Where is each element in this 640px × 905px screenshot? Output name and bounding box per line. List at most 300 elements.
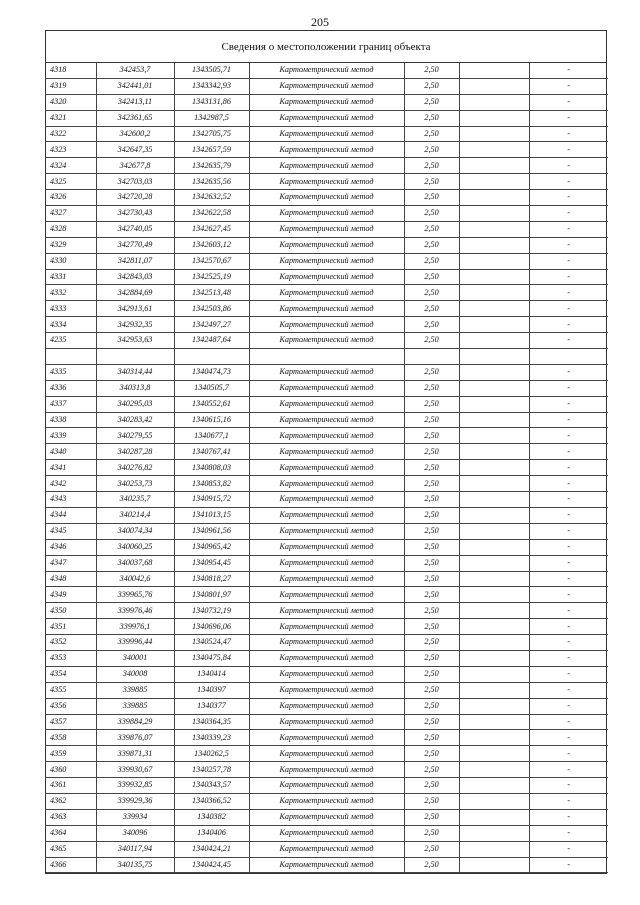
table-row: [46, 666, 608, 682]
point-number-cell: 4359: [46, 746, 96, 762]
table-row: [46, 698, 608, 714]
point-number-cell: 4355: [46, 682, 96, 698]
x-coordinate-cell: 340313,8: [96, 380, 174, 396]
y-coordinate-cell: 1342635,56: [174, 174, 249, 190]
method-cell: Картометрический метод: [249, 221, 404, 237]
mark-cell: -: [529, 857, 608, 873]
coordinates-table: [46, 63, 608, 873]
x-coordinate-cell: 342413,11: [96, 94, 174, 110]
x-coordinate-cell: 340214,4: [96, 507, 174, 523]
precision-cell: 2,50: [404, 809, 459, 825]
mark-cell: -: [529, 650, 608, 666]
mark-cell: -: [529, 809, 608, 825]
mark-cell: -: [529, 190, 608, 206]
table-row: [46, 762, 608, 778]
description-cell: [459, 412, 529, 428]
x-coordinate-cell: 340276,82: [96, 460, 174, 476]
description-cell: [459, 174, 529, 190]
description-cell: [459, 380, 529, 396]
method-cell: [249, 349, 404, 365]
point-number-cell: 4341: [46, 460, 96, 476]
x-coordinate-cell: 339929,36: [96, 793, 174, 809]
method-cell: Картометрический метод: [249, 492, 404, 508]
description-cell: [459, 285, 529, 301]
method-cell: Картометрический метод: [249, 428, 404, 444]
y-coordinate-cell: 1342525,19: [174, 269, 249, 285]
table-row-separator: [46, 349, 608, 365]
point-number-cell: 4362: [46, 793, 96, 809]
method-cell: Картометрический метод: [249, 253, 404, 269]
y-coordinate-cell: 1342487,64: [174, 333, 249, 349]
mark-cell: -: [529, 285, 608, 301]
precision-cell: 2,50: [404, 714, 459, 730]
point-number-cell: 4358: [46, 730, 96, 746]
method-cell: Картометрический метод: [249, 206, 404, 222]
point-number-cell: 4327: [46, 206, 96, 222]
method-cell: Картометрический метод: [249, 809, 404, 825]
table-row: [46, 174, 608, 190]
point-number-cell: 4340: [46, 444, 96, 460]
method-cell: Картометрический метод: [249, 555, 404, 571]
table-row: [46, 539, 608, 555]
table-row: [46, 714, 608, 730]
precision-cell: 2,50: [404, 126, 459, 142]
point-number-cell: 4349: [46, 587, 96, 603]
precision-cell: 2,50: [404, 428, 459, 444]
mark-cell: -: [529, 333, 608, 349]
table-row: [46, 206, 608, 222]
y-coordinate-cell: 1342705,75: [174, 126, 249, 142]
mark-cell: -: [529, 555, 608, 571]
mark-cell: -: [529, 841, 608, 857]
precision-cell: 2,50: [404, 762, 459, 778]
description-cell: [459, 444, 529, 460]
point-number-cell: 4323: [46, 142, 96, 158]
y-coordinate-cell: 1340262,5: [174, 746, 249, 762]
precision-cell: 2,50: [404, 285, 459, 301]
x-coordinate-cell: 340287,28: [96, 444, 174, 460]
x-coordinate-cell: 339976,1: [96, 619, 174, 635]
mark-cell: [529, 349, 608, 365]
point-number-cell: 4326: [46, 190, 96, 206]
description-cell: [459, 237, 529, 253]
mark-cell: -: [529, 444, 608, 460]
boundary-table-sheet: [45, 30, 607, 874]
mark-cell: -: [529, 174, 608, 190]
y-coordinate-cell: 1342497,27: [174, 317, 249, 333]
point-number-cell: 4354: [46, 666, 96, 682]
method-cell: Картометрический метод: [249, 539, 404, 555]
table-row: [46, 412, 608, 428]
mark-cell: -: [529, 730, 608, 746]
method-cell: Картометрический метод: [249, 269, 404, 285]
mark-cell: -: [529, 221, 608, 237]
method-cell: Картометрический метод: [249, 285, 404, 301]
x-coordinate-cell: 340235,7: [96, 492, 174, 508]
precision-cell: 2,50: [404, 857, 459, 873]
x-coordinate-cell: 340096: [96, 825, 174, 841]
y-coordinate-cell: 1340475,84: [174, 650, 249, 666]
mark-cell: -: [529, 666, 608, 682]
precision-cell: 2,50: [404, 142, 459, 158]
table-row: [46, 317, 608, 333]
method-cell: Картометрический метод: [249, 793, 404, 809]
method-cell: Картометрический метод: [249, 476, 404, 492]
x-coordinate-cell: 342441,01: [96, 78, 174, 94]
table-row: [46, 444, 608, 460]
x-coordinate-cell: 340283,42: [96, 412, 174, 428]
method-cell: Картометрический метод: [249, 460, 404, 476]
point-number-cell: 4330: [46, 253, 96, 269]
table-row: [46, 110, 608, 126]
x-coordinate-cell: 342884,69: [96, 285, 174, 301]
mark-cell: -: [529, 142, 608, 158]
x-coordinate-cell: 340037,68: [96, 555, 174, 571]
description-cell: [459, 539, 529, 555]
table-row: [46, 126, 608, 142]
y-coordinate-cell: 1340414: [174, 666, 249, 682]
description-cell: [459, 476, 529, 492]
x-coordinate-cell: 340060,25: [96, 539, 174, 555]
precision-cell: 2,50: [404, 380, 459, 396]
table-row: [46, 380, 608, 396]
y-coordinate-cell: 1342657,59: [174, 142, 249, 158]
method-cell: Картометрический метод: [249, 666, 404, 682]
mark-cell: -: [529, 523, 608, 539]
mark-cell: -: [529, 158, 608, 174]
method-cell: Картометрический метод: [249, 698, 404, 714]
table-row: [46, 285, 608, 301]
point-number-cell: 4328: [46, 221, 96, 237]
table-row: [46, 301, 608, 317]
precision-cell: 2,50: [404, 778, 459, 794]
point-number-cell: 4364: [46, 825, 96, 841]
method-cell: Картометрический метод: [249, 158, 404, 174]
table-row: [46, 253, 608, 269]
method-cell: Картометрический метод: [249, 825, 404, 841]
description-cell: [459, 94, 529, 110]
y-coordinate-cell: 1340397: [174, 682, 249, 698]
x-coordinate-cell: 339885: [96, 698, 174, 714]
table-row: [46, 94, 608, 110]
method-cell: Картометрический метод: [249, 174, 404, 190]
table-row: [46, 333, 608, 349]
method-cell: Картометрический метод: [249, 94, 404, 110]
mark-cell: -: [529, 476, 608, 492]
y-coordinate-cell: 1340818,27: [174, 571, 249, 587]
point-number-cell: 4321: [46, 110, 96, 126]
description-cell: [459, 698, 529, 714]
point-number-cell: 4338: [46, 412, 96, 428]
precision-cell: 2,50: [404, 333, 459, 349]
table-row: [46, 269, 608, 285]
table-row: [46, 793, 608, 809]
precision-cell: 2,50: [404, 476, 459, 492]
y-coordinate-cell: 1340696,06: [174, 619, 249, 635]
point-number-cell: 4357: [46, 714, 96, 730]
y-coordinate-cell: 1340853,82: [174, 476, 249, 492]
description-cell: [459, 730, 529, 746]
description-cell: [459, 746, 529, 762]
table-row: [46, 587, 608, 603]
method-cell: Картометрический метод: [249, 237, 404, 253]
y-coordinate-cell: 1342635,79: [174, 158, 249, 174]
point-number-cell: 4329: [46, 237, 96, 253]
y-coordinate-cell: 1340382: [174, 809, 249, 825]
y-coordinate-cell: 1340677,1: [174, 428, 249, 444]
y-coordinate-cell: 1340915,72: [174, 492, 249, 508]
mark-cell: -: [529, 78, 608, 94]
point-number-cell: 4334: [46, 317, 96, 333]
precision-cell: 2,50: [404, 364, 459, 380]
y-coordinate-cell: 1342513,48: [174, 285, 249, 301]
method-cell: Картометрический метод: [249, 857, 404, 873]
description-cell: [459, 507, 529, 523]
mark-cell: -: [529, 746, 608, 762]
x-coordinate-cell: 342453,7: [96, 63, 174, 78]
precision-cell: 2,50: [404, 841, 459, 857]
table-header-title: Сведения о местоположении границ объекта: [46, 31, 606, 63]
table-row: [46, 428, 608, 444]
mark-cell: -: [529, 698, 608, 714]
description-cell: [459, 619, 529, 635]
x-coordinate-cell: 342730,43: [96, 206, 174, 222]
y-coordinate-cell: 1340474,73: [174, 364, 249, 380]
table-row: [46, 507, 608, 523]
precision-cell: 2,50: [404, 635, 459, 651]
mark-cell: -: [529, 619, 608, 635]
method-cell: Картометрический метод: [249, 190, 404, 206]
x-coordinate-cell: 339930,67: [96, 762, 174, 778]
precision-cell: [404, 349, 459, 365]
table-row: [46, 237, 608, 253]
table-row: [46, 571, 608, 587]
method-cell: Картометрический метод: [249, 412, 404, 428]
y-coordinate-cell: 1340615,16: [174, 412, 249, 428]
precision-cell: 2,50: [404, 507, 459, 523]
y-coordinate-cell: 1340552,61: [174, 396, 249, 412]
y-coordinate-cell: 1340424,45: [174, 857, 249, 873]
method-cell: Картометрический метод: [249, 619, 404, 635]
y-coordinate-cell: 1342622,58: [174, 206, 249, 222]
method-cell: Картометрический метод: [249, 603, 404, 619]
x-coordinate-cell: 340074,34: [96, 523, 174, 539]
mark-cell: -: [529, 635, 608, 651]
x-coordinate-cell: 340001: [96, 650, 174, 666]
mark-cell: -: [529, 396, 608, 412]
x-coordinate-cell: 342647,35: [96, 142, 174, 158]
precision-cell: 2,50: [404, 730, 459, 746]
table-row: [46, 778, 608, 794]
x-coordinate-cell: 342913,61: [96, 301, 174, 317]
y-coordinate-cell: [174, 349, 249, 365]
mark-cell: -: [529, 301, 608, 317]
description-cell: [459, 110, 529, 126]
y-coordinate-cell: 1340961,56: [174, 523, 249, 539]
table-row: [46, 158, 608, 174]
mark-cell: -: [529, 492, 608, 508]
point-number-cell: 4346: [46, 539, 96, 555]
description-cell: [459, 587, 529, 603]
mark-cell: -: [529, 603, 608, 619]
table-row: [46, 825, 608, 841]
y-coordinate-cell: 1340339,23: [174, 730, 249, 746]
mark-cell: -: [529, 507, 608, 523]
mark-cell: -: [529, 539, 608, 555]
table-row: [46, 603, 608, 619]
page-number: 205: [311, 15, 329, 29]
x-coordinate-cell: 339876,07: [96, 730, 174, 746]
precision-cell: 2,50: [404, 555, 459, 571]
y-coordinate-cell: 1343505,71: [174, 63, 249, 78]
mark-cell: -: [529, 206, 608, 222]
method-cell: Картометрический метод: [249, 380, 404, 396]
precision-cell: 2,50: [404, 63, 459, 78]
table-row: [46, 809, 608, 825]
x-coordinate-cell: 342740,05: [96, 221, 174, 237]
method-cell: Картометрический метод: [249, 142, 404, 158]
method-cell: Картометрический метод: [249, 778, 404, 794]
mark-cell: -: [529, 587, 608, 603]
precision-cell: 2,50: [404, 682, 459, 698]
y-coordinate-cell: 1342570,67: [174, 253, 249, 269]
description-cell: [459, 158, 529, 174]
precision-cell: 2,50: [404, 650, 459, 666]
point-number-cell: 4325: [46, 174, 96, 190]
method-cell: Картометрический метод: [249, 110, 404, 126]
description-cell: [459, 221, 529, 237]
method-cell: Картометрический метод: [249, 444, 404, 460]
y-coordinate-cell: 1340505,7: [174, 380, 249, 396]
method-cell: Картометрический метод: [249, 78, 404, 94]
x-coordinate-cell: 340279,55: [96, 428, 174, 444]
x-coordinate-cell: 339965,76: [96, 587, 174, 603]
mark-cell: -: [529, 380, 608, 396]
point-number-cell: 4344: [46, 507, 96, 523]
precision-cell: 2,50: [404, 444, 459, 460]
y-coordinate-cell: 1340767,41: [174, 444, 249, 460]
x-coordinate-cell: 342720,28: [96, 190, 174, 206]
mark-cell: -: [529, 571, 608, 587]
point-number-cell: 4352: [46, 635, 96, 651]
precision-cell: 2,50: [404, 587, 459, 603]
y-coordinate-cell: 1343131,86: [174, 94, 249, 110]
precision-cell: 2,50: [404, 158, 459, 174]
point-number-cell: 4363: [46, 809, 96, 825]
x-coordinate-cell: 342932,35: [96, 317, 174, 333]
y-coordinate-cell: 1340406: [174, 825, 249, 841]
x-coordinate-cell: 340135,75: [96, 857, 174, 873]
y-coordinate-cell: 1340965,42: [174, 539, 249, 555]
mark-cell: -: [529, 94, 608, 110]
point-number-cell: 4365: [46, 841, 96, 857]
y-coordinate-cell: 1341013,15: [174, 507, 249, 523]
table-row: [46, 635, 608, 651]
description-cell: [459, 206, 529, 222]
description-cell: [459, 762, 529, 778]
table-row: [46, 857, 608, 873]
mark-cell: -: [529, 682, 608, 698]
mark-cell: -: [529, 714, 608, 730]
precision-cell: 2,50: [404, 174, 459, 190]
mark-cell: -: [529, 253, 608, 269]
point-number-cell: 4360: [46, 762, 96, 778]
description-cell: [459, 317, 529, 333]
description-cell: [459, 778, 529, 794]
point-number-cell: 4347: [46, 555, 96, 571]
method-cell: Картометрический метод: [249, 650, 404, 666]
description-cell: [459, 714, 529, 730]
table-row: [46, 221, 608, 237]
x-coordinate-cell: 340253,73: [96, 476, 174, 492]
table-row: [46, 142, 608, 158]
description-cell: [459, 523, 529, 539]
y-coordinate-cell: 1340801,97: [174, 587, 249, 603]
method-cell: Картометрический метод: [249, 714, 404, 730]
table-row: [46, 364, 608, 380]
point-number-cell: 4366: [46, 857, 96, 873]
mark-cell: -: [529, 428, 608, 444]
x-coordinate-cell: 339884,29: [96, 714, 174, 730]
description-cell: [459, 349, 529, 365]
description-cell: [459, 396, 529, 412]
point-number-cell: 4353: [46, 650, 96, 666]
y-coordinate-cell: 1340524,47: [174, 635, 249, 651]
description-cell: [459, 460, 529, 476]
precision-cell: 2,50: [404, 619, 459, 635]
method-cell: Картометрический метод: [249, 317, 404, 333]
precision-cell: 2,50: [404, 206, 459, 222]
point-number-cell: 4318: [46, 63, 96, 78]
x-coordinate-cell: 339885: [96, 682, 174, 698]
y-coordinate-cell: 1342632,52: [174, 190, 249, 206]
table-row: [46, 190, 608, 206]
precision-cell: 2,50: [404, 94, 459, 110]
table-row: [46, 619, 608, 635]
x-coordinate-cell: 340008: [96, 666, 174, 682]
method-cell: Картометрический метод: [249, 396, 404, 412]
mark-cell: -: [529, 364, 608, 380]
table-row: [46, 492, 608, 508]
method-cell: Картометрический метод: [249, 746, 404, 762]
y-coordinate-cell: 1340257,78: [174, 762, 249, 778]
point-number-cell: 4333: [46, 301, 96, 317]
precision-cell: 2,50: [404, 666, 459, 682]
y-coordinate-cell: 1340366,52: [174, 793, 249, 809]
y-coordinate-cell: 1342627,45: [174, 221, 249, 237]
description-cell: [459, 142, 529, 158]
x-coordinate-cell: 339871,31: [96, 746, 174, 762]
point-number-cell: 4324: [46, 158, 96, 174]
table-row: [46, 523, 608, 539]
table-row: [46, 682, 608, 698]
precision-cell: 2,50: [404, 253, 459, 269]
y-coordinate-cell: 1340343,57: [174, 778, 249, 794]
method-cell: Картометрический метод: [249, 364, 404, 380]
point-number-cell: [46, 349, 96, 365]
precision-cell: 2,50: [404, 571, 459, 587]
mark-cell: -: [529, 237, 608, 253]
mark-cell: -: [529, 110, 608, 126]
description-cell: [459, 63, 529, 78]
description-cell: [459, 333, 529, 349]
method-cell: Картометрический метод: [249, 301, 404, 317]
x-coordinate-cell: 342677,8: [96, 158, 174, 174]
precision-cell: 2,50: [404, 539, 459, 555]
mark-cell: -: [529, 793, 608, 809]
table-row: [46, 841, 608, 857]
x-coordinate-cell: 339996,44: [96, 635, 174, 651]
